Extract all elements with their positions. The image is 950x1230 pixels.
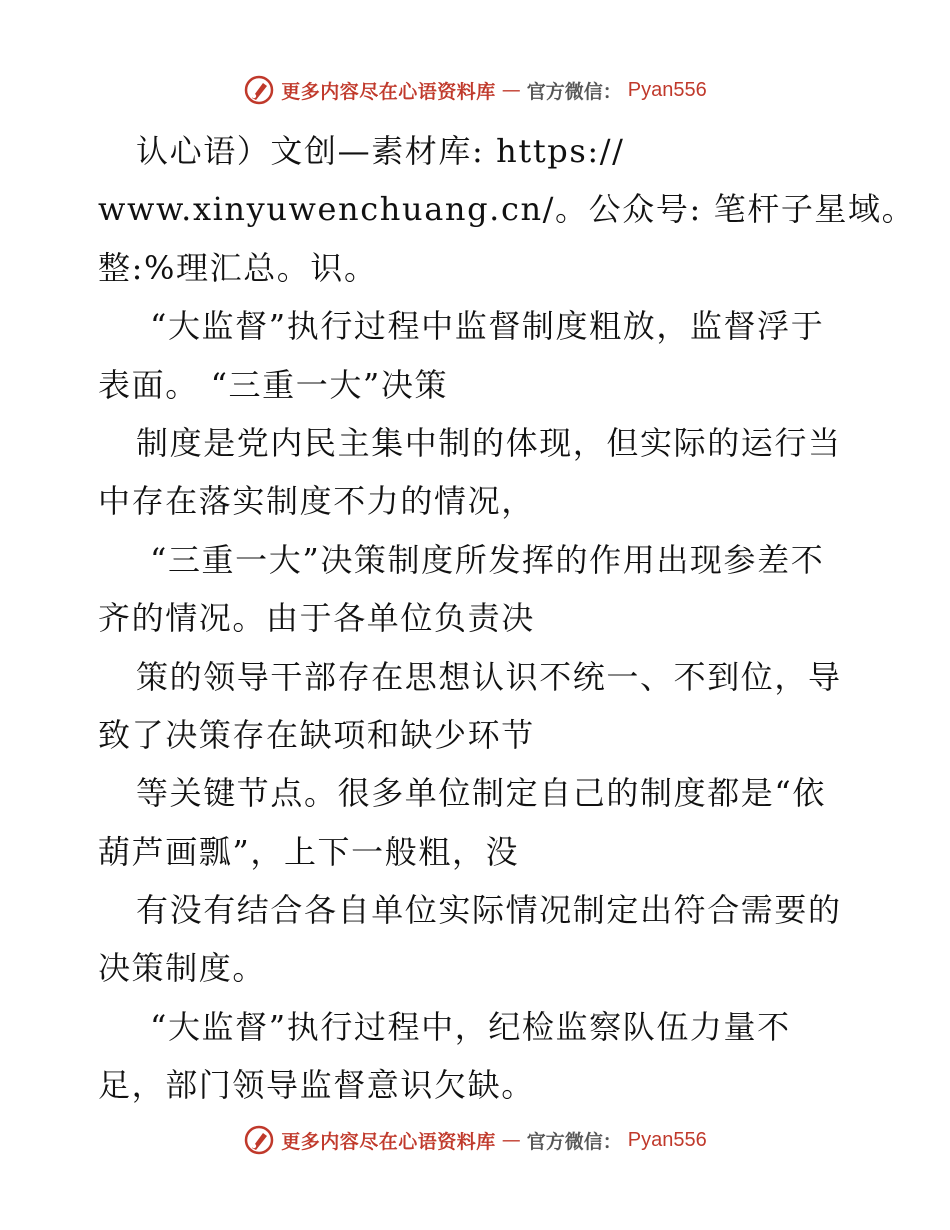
body-line: “大监督”执行过程中监督制度粗放，监督浮于 (150, 307, 825, 346)
body-line: 致了决策存在缺项和缺少环节 (98, 715, 535, 754)
body-line: 表面。 “三重一大”决策 (98, 365, 449, 404)
body-line: 决策制度。 (98, 949, 267, 988)
banner-slogan: 更多内容尽在心语资料库 (281, 80, 496, 103)
body-line: 足，部门领导监督意识欠缺。 (98, 1066, 535, 1105)
body-line: 有没有结合各自单位实际情况制定出符合需要的 (136, 891, 842, 930)
banner-dash: — (501, 1129, 521, 1151)
body-line: www.xinyuwenchuang.cn/。公众号: 笔杆子星域。 (98, 190, 916, 229)
banner-official-label: 官方微信： (526, 80, 622, 103)
body-line: 制度是党内民主集中制的体现，但实际的运行当 (136, 423, 842, 462)
body-line: 葫芦画瓢”，上下一般粗，没 (98, 832, 520, 871)
body-line: 认心语）文创—素材库: https:// (136, 132, 625, 170)
banner-wechat-id: Pyan556 (627, 1128, 707, 1151)
body-line: 策的领导干部存在思想认识不统一、不到位，导 (136, 657, 842, 696)
banner-dash: — (501, 79, 521, 101)
pen-nib-logo-icon (243, 74, 275, 106)
header-banner (0, 70, 950, 110)
pen-nib-logo-icon (243, 1124, 275, 1156)
body-line: 中存在落实制度不力的情况， (98, 482, 535, 521)
body-line: 等关键节点。很多单位制定自己的制度都是“依 (136, 774, 826, 813)
document-body (98, 122, 916, 1115)
banner-official-label: 官方微信： (526, 1130, 622, 1153)
body-line: 整:%理汇总。识。 (98, 248, 378, 287)
body-line: “大监督”执行过程中，纪检监察队伍力量不 (150, 1007, 791, 1046)
footer-banner (0, 1120, 950, 1160)
banner-wechat-id: Pyan556 (627, 78, 707, 101)
footer-banner-inner (243, 1124, 707, 1156)
body-line: “三重一大”决策制度所发挥的作用出现参差不 (150, 540, 825, 579)
banner-slogan: 更多内容尽在心语资料库 (281, 1130, 496, 1153)
body-line: 齐的情况。由于各单位负责决 (98, 599, 535, 638)
header-banner-inner (243, 74, 707, 106)
